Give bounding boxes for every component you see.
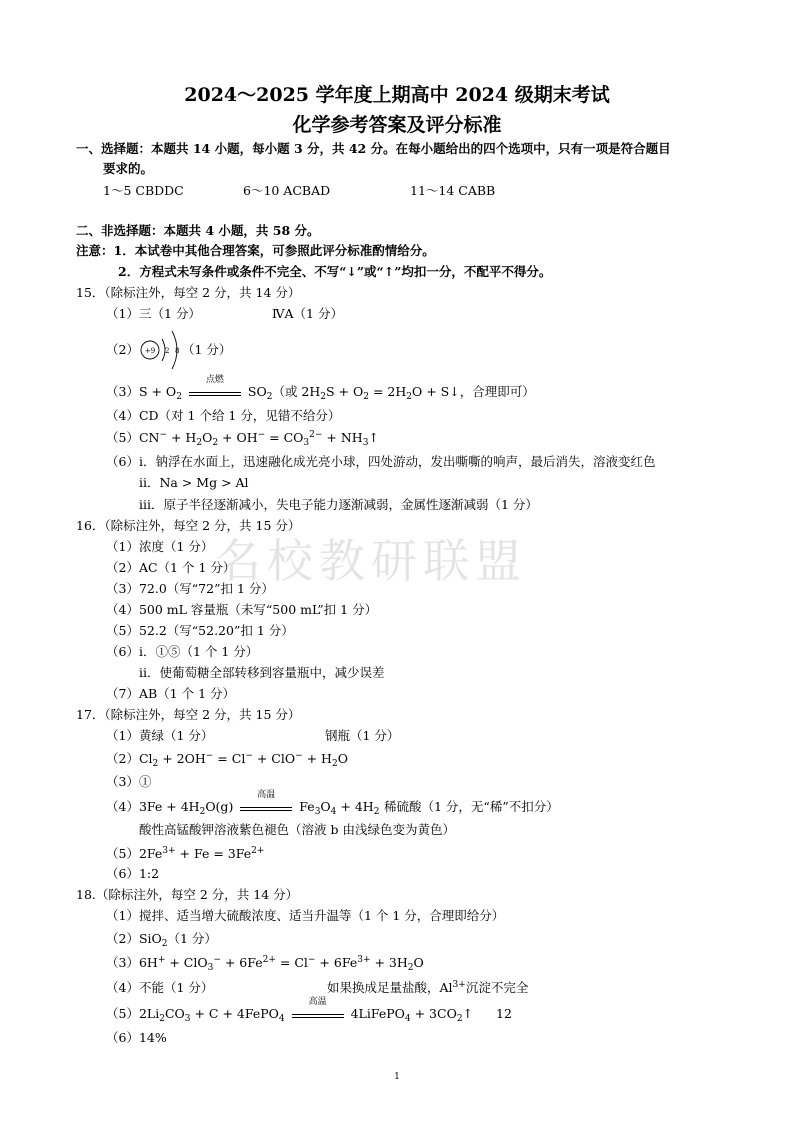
- q17-answer-1b: 钢瓶（1 分）: [325, 728, 400, 743]
- q15-answer-2: （2）: [106, 342, 139, 357]
- q15-answer-4: （4）CD（对 1 个给 1 分，见错不给分）: [106, 408, 341, 423]
- q16-answer-3: （3）72.0（写“72”扣 1 分）: [106, 581, 274, 596]
- q15-answer-6-iii: ⅲ．原子半径逐渐减小，失电子能力逐渐减弱，金属性逐渐减弱（1 分）: [139, 497, 538, 512]
- q17-answer-4c: 酸性高锰酸钾溶液紫色褪色（溶液 b 由浅绿色变为黄色）: [139, 822, 455, 837]
- atom-structure-diagram: [135, 326, 185, 374]
- q17-answer-6: （6）1:2: [106, 866, 160, 881]
- q15-answer-3: $(3)S + O_2$ 点燃 $SO_2$（或 $2H_2S + O_2 = 2H_2O$ + S↓，合理即可）: [106, 375, 535, 402]
- q17-answer-2: $(2)Cl_2 + 2OH^- = Cl^- + ClO^- + H_2O$: [106, 751, 348, 769]
- q17-answer-4b: 稀硫酸（1 分，无“稀”不扣分）: [384, 799, 559, 814]
- note-2: 2．方程式未写条件或条件不完全、不写“↓”或“↑”均扣一分，不配平不得分。: [118, 264, 552, 279]
- reaction-condition-arrow: 高温: [240, 799, 292, 811]
- part1-heading: 一、选择题：本题共 14 小题，每小题 3 分，共 42 分。在每小题给出的四个选项中，只有一项是符合题目: [76, 141, 671, 156]
- q18-answer-2: （2）SiO$_2$（1 分）: [106, 931, 217, 949]
- q17-answer-5: $(5)2Fe^{3+} + Fe = 3Fe^{2+}$: [106, 846, 265, 861]
- part1-heading-cont: 要求的。: [103, 161, 154, 176]
- q18-answer-4: （4）不能（1 分）: [106, 980, 214, 995]
- q17-answer-3: （3）①: [106, 774, 152, 789]
- q15-answer-1: （1）三（1 分）: [106, 306, 201, 321]
- q15-answer-6-i: （6）ⅰ．钠浮在水面上，迅速融化成光亮小球，四处游动，发出嘶嘶的响声，最后消失，溶液变红色: [106, 454, 656, 469]
- q15-answer-5: $(5)CN^- + H_2O_2 + OH^- = CO_3^{2-}$ + $NH_3↑$: [106, 430, 379, 448]
- page-subtitle: 化学参考答案及评分标准: [292, 114, 502, 136]
- q15-answer-1b: ⅣA（1 分）: [272, 306, 343, 321]
- q15-answer-2-score: （1 分）: [182, 342, 232, 357]
- q16-answer-6-i: （6）ⅰ．①⑤（1 个 1 分）: [106, 644, 259, 659]
- reaction-condition-arrow: 高温: [292, 1006, 344, 1018]
- note-1: 注意：1．本试卷中其他合理答案，可参照此评分标准酌情给分。: [76, 243, 435, 258]
- q16-answer-6-ii: ⅱ．使葡萄糖全部转移到容量瓶中，减少误差: [139, 665, 385, 680]
- q18-header: 18.（除标注外，每空 2 分，共 14 分）: [76, 887, 299, 902]
- q18-answer-5: $(5)2Li_2CO_3 + C$ + 4FePO$_4$ 高温 4LiFePO$_4$ + $3CO_2↑$: [106, 997, 474, 1024]
- q17-answer-1: （1）黄绿（1 分）: [106, 728, 214, 743]
- q17-header: 17．（除标注外，每空 2 分，共 15 分）: [76, 707, 301, 722]
- q16-answer-5: （5）52.2（写“52.20”扣 1 分）: [106, 623, 294, 638]
- q18-answer-6: （6）14%: [106, 1030, 167, 1045]
- page-number: 1: [394, 1072, 400, 1082]
- mc-answers-2: 6～10 ACBAD: [243, 183, 331, 198]
- part2-heading: 二、非选择题：本题共 4 小题，共 58 分。: [76, 223, 320, 238]
- atom-nucleus-label: +9: [144, 347, 156, 355]
- q18-answer-4b: 如果换成足量盐酸，$Al^{3+}$沉淀不完全: [327, 980, 529, 995]
- page-title: 2024～2025 学年度上期高中 2024 级期末考试: [184, 84, 610, 106]
- q18-answer-5b: 12: [496, 1006, 512, 1021]
- q18-answer-3: $(3)6H^+ + ClO_3^- + 6Fe^{2+} = Cl^- + 6Fe^{3+} + 3H_2O$: [106, 955, 424, 973]
- q18-answer-1: （1）搅拌、适当增大硫酸浓度、适当升温等（1 个 1 分，合理即给分）: [106, 908, 505, 923]
- reaction-condition-arrow: 点燃: [189, 384, 241, 396]
- q16-answer-1: （1）浓度（1 分）: [106, 539, 214, 554]
- q15-answer-6-ii: ⅱ．Na > Mg > Al: [139, 475, 249, 490]
- atom-shell-1-electrons: 2: [165, 347, 170, 355]
- q16-answer-7: （7）AB（1 个 1 分）: [106, 686, 235, 701]
- mc-answers-1: 1～5 CBDDC: [103, 183, 184, 198]
- watermark: 名校教研联盟: [215, 534, 527, 588]
- q16-header: 16．（除标注外，每空 2 分，共 15 分）: [76, 518, 301, 533]
- q16-answer-2: （2）AC（1 个 1 分）: [106, 560, 236, 575]
- atom-shell-2-electrons: 8: [175, 347, 180, 355]
- mc-answers-3: 11～14 CABB: [410, 183, 496, 198]
- q17-answer-4: $(4)3Fe + 4H_2O(g)$ 高温 $Fe_3O_4 + 4H_2$: [106, 790, 380, 817]
- q16-answer-4: （4）500 mL 容量瓶（未写“500 mL”扣 1 分）: [106, 602, 378, 617]
- q15-header: 15．（除标注外，每空 2 分，共 14 分）: [76, 285, 301, 300]
